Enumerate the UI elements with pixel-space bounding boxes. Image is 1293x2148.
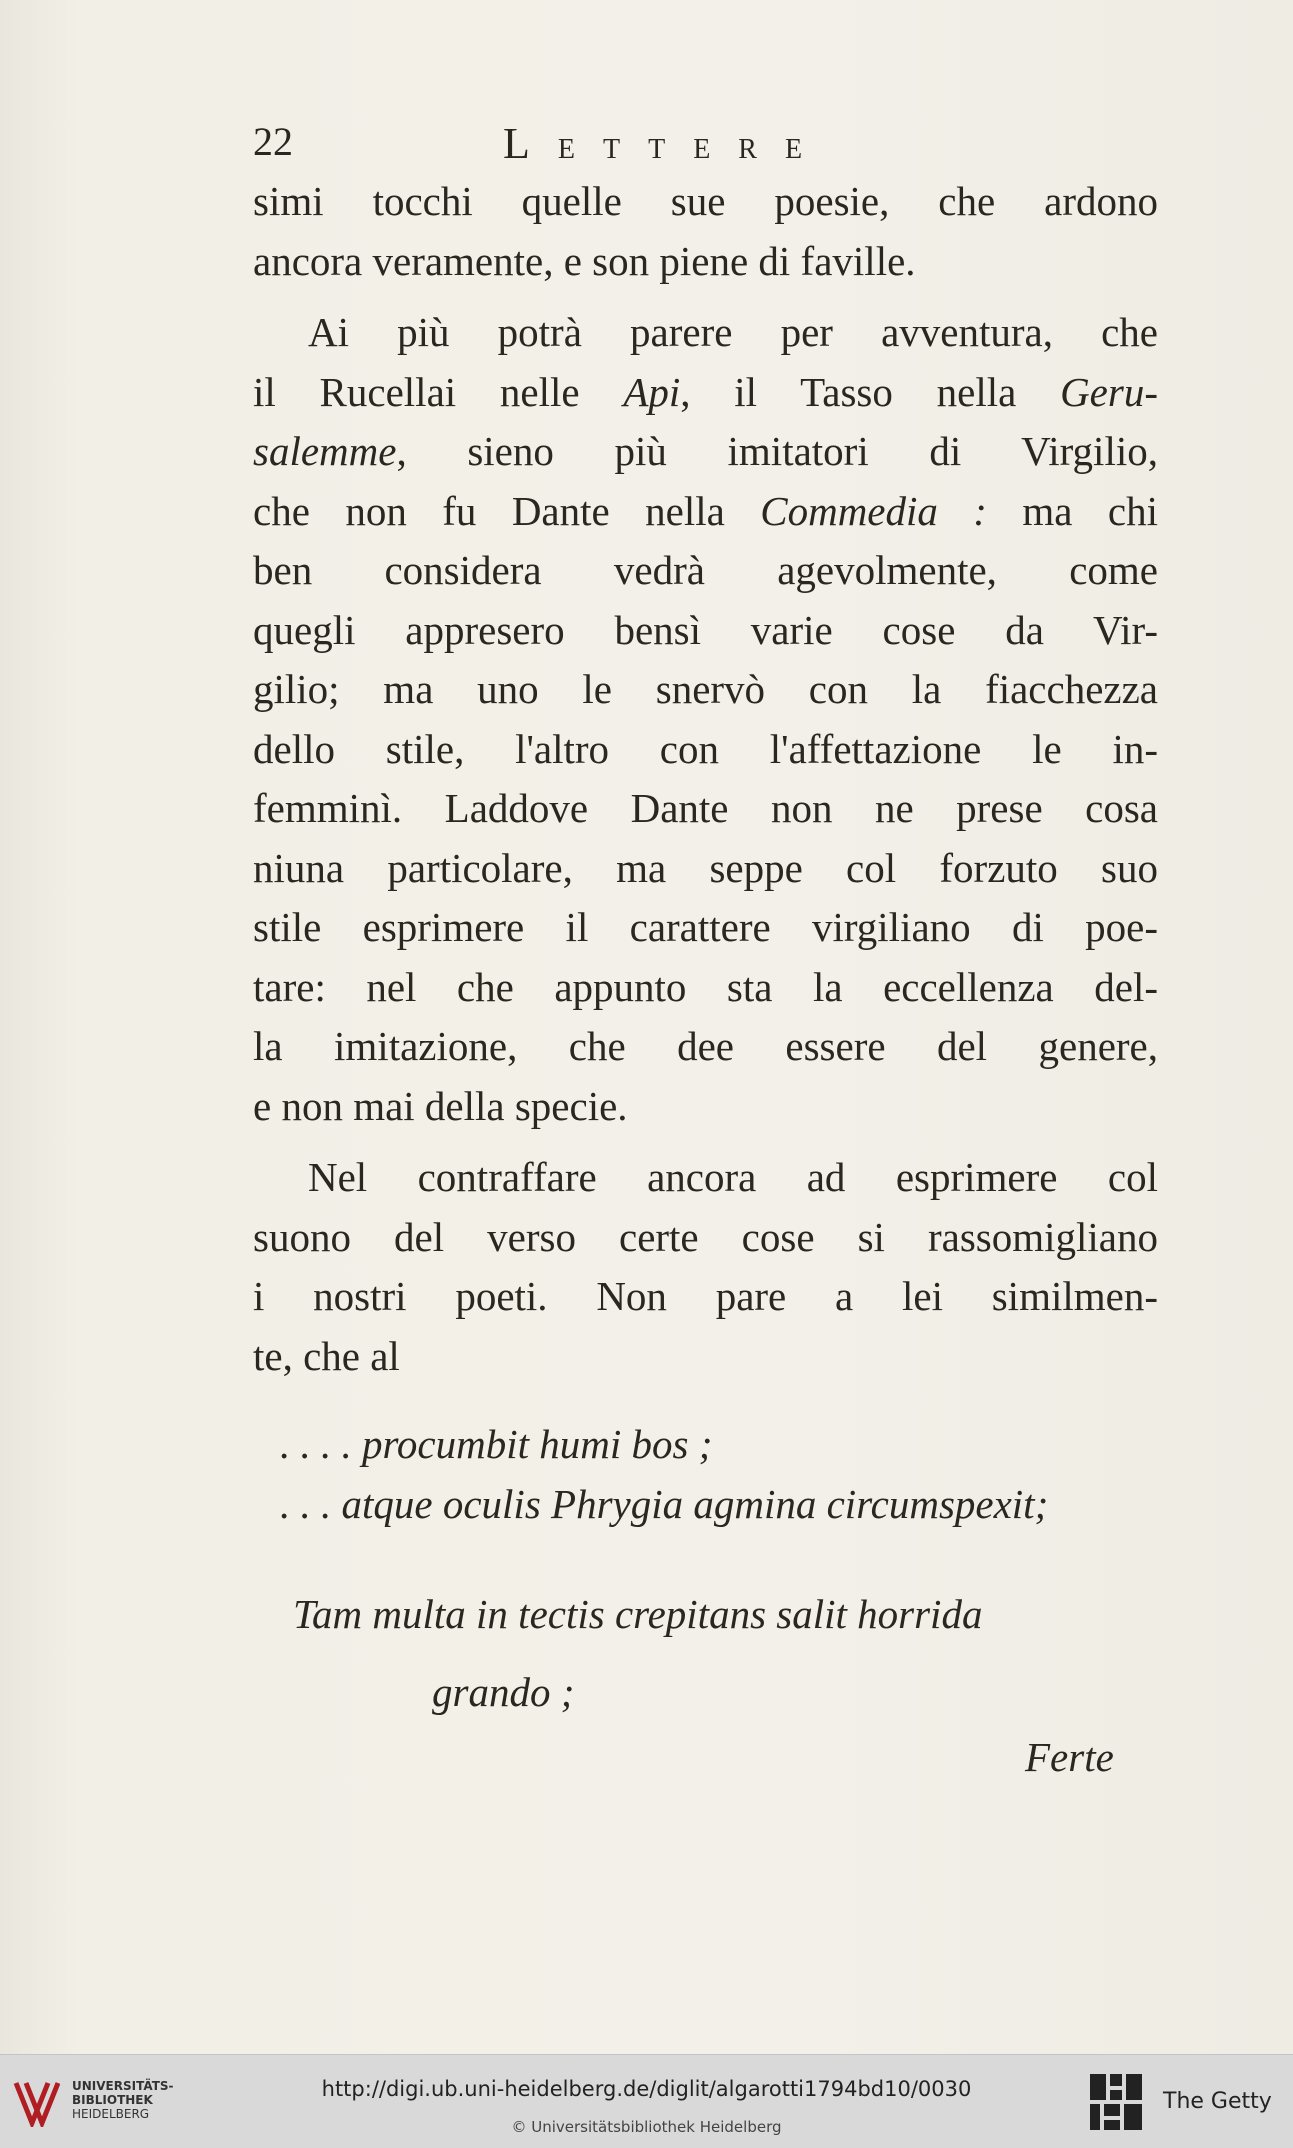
title-commedia: Commedia : <box>760 487 987 534</box>
institution-name: UNIVERSITÄTS- BIBLIOTHEK HEIDELBERG <box>72 2079 174 2121</box>
text-line: dello stile, l'altro con l'affettazione le in- <box>253 725 1158 772</box>
partner-name: The Getty <box>1163 2089 1272 2114</box>
text-line: i nostri poeti. Non pare a lei similmen- <box>253 1273 1158 1319</box>
page-header <box>253 118 1158 168</box>
paragraph-2 <box>253 303 1158 1136</box>
text-line: ben considera vedrà agevolmente, come <box>253 547 1158 593</box>
text-line: tare: nel che appunto sta la eccellenza del- <box>253 963 1158 1010</box>
text-line: te, che al <box>253 1332 400 1379</box>
text-line: il Rucellai nelle Api, il Tasso nella Geru- <box>253 368 1158 415</box>
text-line: e non mai della specie. <box>253 1082 628 1129</box>
title-api: Api <box>623 368 681 415</box>
running-head-initial: L <box>503 119 558 168</box>
text-line: salemme, sieno più imitatori di Virgilio, <box>253 428 1158 474</box>
verse-line-3: Tam multa in tectis crepitans salit horrida <box>293 1591 983 1637</box>
text-line: Ai più potrà parere per avventura, che <box>308 309 1158 355</box>
text-line: niuna particolare, ma seppe col forzuto suo <box>253 844 1158 891</box>
getty-logo-icon <box>1088 2072 1144 2132</box>
text-line: simi tocchi quelle sue poesie, che ardono <box>253 178 1158 224</box>
text-line: ancora veramente, e son piene di faville. <box>253 237 916 284</box>
title-gerusalemme-start: Geru- <box>1060 368 1158 415</box>
text-line: femminì. Laddove Dante non ne prese cosa <box>253 785 1158 831</box>
text-line: Nel contraffare ancora ad esprimere col <box>308 1154 1158 1200</box>
catchword: Ferte <box>1025 1734 1114 1780</box>
page-number: 22 <box>253 119 293 164</box>
running-head <box>503 118 830 169</box>
title-gerusalemme-end: salemme <box>253 428 397 474</box>
text-line: suono del verso certe cose si rassomigliano <box>253 1213 1158 1260</box>
text-line: stile esprimere il carattere virgiliano di poe- <box>253 904 1158 950</box>
running-head-rest: ETTERE <box>557 134 831 165</box>
verse-line-2: . . . atque oculis Phrygia agmina circumspexit; <box>280 1481 1049 1527</box>
paragraph-3 <box>253 1148 1158 1386</box>
body-text <box>253 172 1158 1386</box>
verse-line-4: grando ; <box>432 1669 575 1715</box>
permalink-url[interactable]: http://digi.ub.uni-heidelberg.de/diglit/algarotti1794bd10/0030 <box>321 2077 972 2101</box>
text-line: la imitazione, che dee essere del genere, <box>253 1023 1158 1069</box>
text-line: gilio; ma uno le snervò con la fiacchezza <box>253 666 1158 712</box>
copyright-notice: © Universitätsbibliothek Heidelberg <box>511 2118 782 2136</box>
text-line: che non fu Dante nella Commedia : ma chi <box>253 487 1158 534</box>
verse-line-1: . . . . procumbit humi bos ; <box>280 1421 713 1467</box>
text-line: quegli appresero bensì varie cose da Vir- <box>253 606 1158 653</box>
viewer-footer <box>0 2054 1293 2148</box>
